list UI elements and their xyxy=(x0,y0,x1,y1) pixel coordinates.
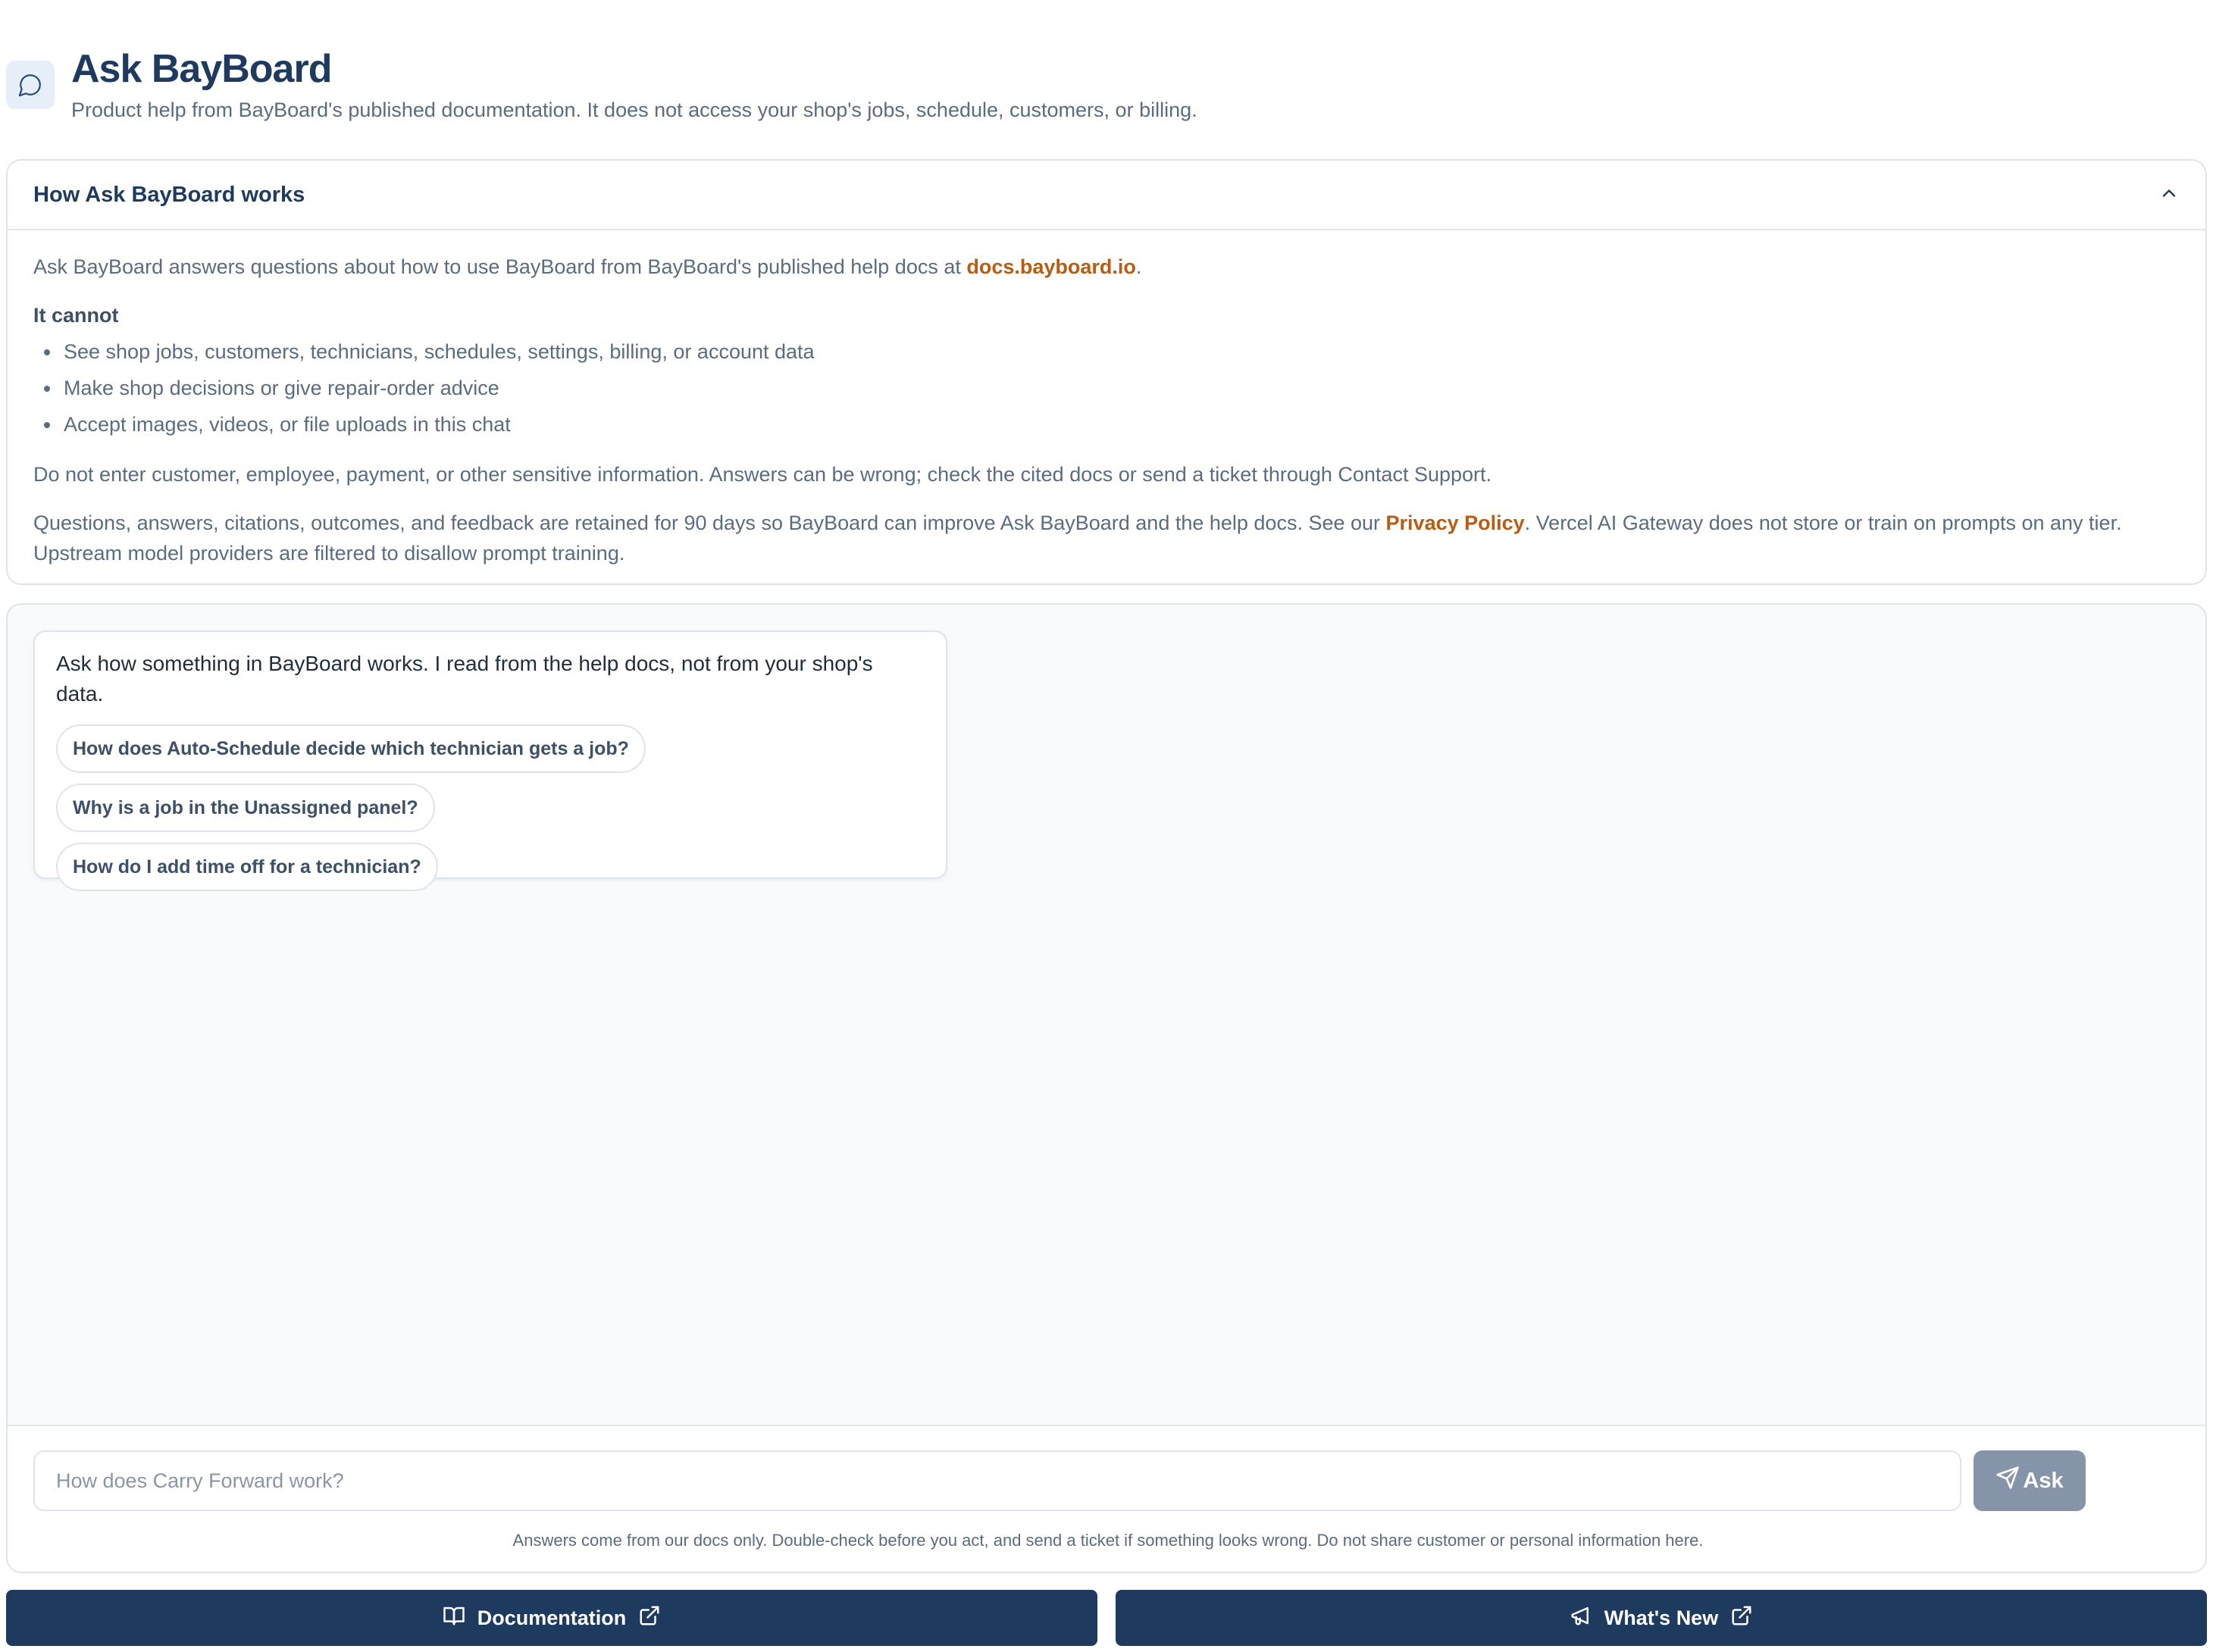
list-item: Accept images, videos, or file uploads in this chat xyxy=(33,406,2180,443)
whats-new-label: What's New xyxy=(1604,1606,1719,1629)
chat-bubble-icon xyxy=(6,61,55,109)
page-subtitle: Product help from BayBoard's published documentation. It does not access your shop's jobs, schedule, customers, or billing. xyxy=(71,99,1197,121)
welcome-text: Ask how something in BayBoard works. I read from the help docs, not from your shop's data. xyxy=(56,652,873,706)
retention-text-after: . Vercel AI Gateway does not store or train on prompts on any tier. Upstream model providers are filtered to disallow prompt training. xyxy=(33,512,2122,565)
suggestion-chip[interactable]: How do I add time off for a technician? xyxy=(56,843,438,891)
book-icon xyxy=(443,1604,465,1632)
ask-button-label: Ask xyxy=(2023,1468,2064,1493)
suggestion-chip[interactable]: Why is a job in the Unassigned panel? xyxy=(56,784,435,832)
header-text xyxy=(71,45,1197,122)
documentation-label: Documentation xyxy=(477,1606,627,1629)
page-header xyxy=(6,45,1197,122)
warning-text: Do not enter customer, employee, payment, or other sensitive information. Answers can be wrong; check the cited docs or send a ticket through Contact Support. xyxy=(33,463,1492,486)
chat-panel xyxy=(6,603,2207,1573)
accordion-toggle[interactable] xyxy=(8,161,2205,230)
list-item: See shop jobs, customers, technicians, schedules, settings, billing, or account data xyxy=(33,333,2180,370)
intro-text-before: Ask BayBoard answers questions about how to use BayBoard from BayBoard's published help docs at xyxy=(33,255,967,278)
docs-link[interactable]: docs.bayboard.io xyxy=(966,255,1136,278)
documentation-button[interactable] xyxy=(6,1590,1097,1646)
ask-button[interactable] xyxy=(1974,1450,2086,1511)
composer xyxy=(8,1425,2207,1573)
send-icon xyxy=(1995,1466,2020,1496)
how-it-works-accordion xyxy=(6,159,2207,585)
whats-new-button[interactable] xyxy=(1116,1590,2207,1646)
accordion-title: How Ask BayBoard works xyxy=(33,182,305,207)
retention-text xyxy=(33,508,2180,568)
accordion-body xyxy=(8,230,2205,568)
cannot-list xyxy=(33,333,2180,443)
external-link-icon xyxy=(638,1604,661,1632)
chevron-up-icon[interactable] xyxy=(2158,183,2180,208)
privacy-policy-link[interactable]: Privacy Policy xyxy=(1385,512,1525,534)
megaphone-icon xyxy=(1570,1604,1592,1632)
external-link-icon xyxy=(1730,1604,1753,1632)
suggestion-chip[interactable]: How does Auto-Schedule decide which technician gets a job? xyxy=(56,724,646,773)
page-title: Ask BayBoard xyxy=(71,47,332,91)
question-input[interactable] xyxy=(33,1450,1961,1511)
disclaimer-text: Answers come from our docs only. Double-check before you act, and send a ticket if something looks wrong. Do not share customer or personal information here. xyxy=(512,1531,1704,1550)
intro-text xyxy=(33,252,2180,282)
cannot-title: It cannot xyxy=(33,304,119,327)
retention-text-before: Questions, answers, citations, outcomes, and feedback are retained for 90 days so BayBoard can improve Ask BayBoard and the help docs. See our xyxy=(33,512,1386,534)
welcome-message xyxy=(33,630,947,879)
intro-text-after: . xyxy=(1135,255,1142,278)
list-item: Make shop decisions or give repair-order advice xyxy=(33,370,2180,406)
